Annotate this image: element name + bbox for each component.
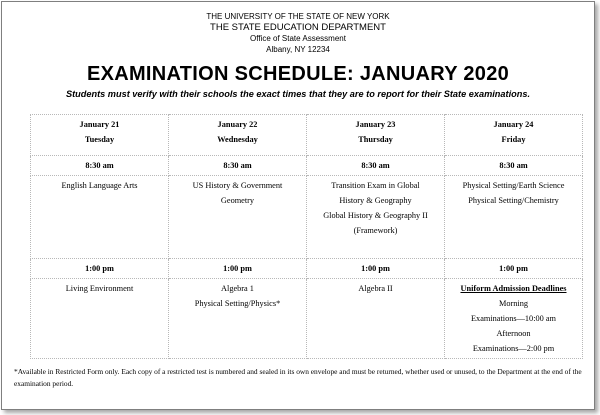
exam-name: US History & Government: [192, 181, 283, 190]
afternoon-exams-cell: [31, 279, 169, 359]
morning-time: 8:30 am: [31, 156, 169, 176]
afternoon-exams-cell: [307, 279, 445, 359]
morning-exams-cell: [445, 176, 583, 259]
deadline-text: Afternoon: [496, 329, 531, 338]
morning-time-row: [31, 156, 583, 176]
footnote: *Available in Restricted Form only. Each copy of a restricted test is numbered and sealed in its own envelope and must be returned, whether used or unused, to the Department at the end of the examination period.: [14, 367, 582, 388]
day-header: [169, 115, 307, 156]
afternoon-exams-cell: [169, 279, 307, 359]
address: Albany, NY 12234: [266, 45, 330, 54]
afternoon-exams-cell: [445, 279, 583, 359]
day-date: January 24: [493, 120, 534, 129]
exam-name: Geometry: [220, 196, 255, 205]
uniform-admission-heading: Uniform Admission Deadlines: [460, 284, 567, 293]
afternoon-time: 1:00 pm: [307, 259, 445, 279]
day-date: January 22: [217, 120, 258, 129]
day-weekday: Tuesday: [84, 135, 115, 144]
morning-time: 8:30 am: [445, 156, 583, 176]
day-header: [445, 115, 583, 156]
exam-name: Living Environment: [65, 284, 134, 293]
morning-time: 8:30 am: [169, 156, 307, 176]
deadline-text: Examinations—2:00 pm: [472, 344, 555, 353]
morning-time: 8:30 am: [307, 156, 445, 176]
day-date: January 23: [355, 120, 396, 129]
morning-exams-cell: [169, 176, 307, 259]
day-weekday: Wednesday: [217, 135, 258, 144]
university-name: THE UNIVERSITY OF THE STATE OF NEW YORK: [206, 12, 390, 21]
exam-name: History & Geography: [339, 196, 412, 205]
page-subtitle: Students must verify with their schools the exact times that they are to report for their State examinations.: [65, 89, 531, 99]
day-header-row: [31, 115, 583, 156]
afternoon-time-row: [31, 259, 583, 279]
afternoon-exams-row: [31, 279, 583, 359]
exam-name: (Framework): [353, 226, 398, 235]
day-date: January 21: [79, 120, 120, 129]
deadline-text: Examinations—10:00 am: [470, 314, 557, 323]
exam-name: Physical Setting/Earth Science: [462, 181, 565, 190]
afternoon-time: 1:00 pm: [169, 259, 307, 279]
exam-name: Physical Setting/Physics*: [194, 299, 281, 308]
schedule-table: [30, 114, 583, 359]
day-weekday: Thursday: [358, 135, 393, 144]
document-header: [2, 11, 594, 55]
exam-name: Physical Setting/Chemistry: [468, 196, 559, 205]
afternoon-time: 1:00 pm: [31, 259, 169, 279]
exam-name: Transition Exam in Global: [331, 181, 420, 190]
page-title: EXAMINATION SCHEDULE: JANUARY 2020: [86, 63, 510, 85]
morning-exams-row: [31, 176, 583, 259]
day-header: [31, 115, 169, 156]
exam-name: Algebra II: [358, 284, 393, 293]
office-name: Office of State Assessment: [250, 34, 346, 43]
deadline-text: Morning: [498, 299, 529, 308]
morning-exams-cell: [307, 176, 445, 259]
exam-name: Algebra 1: [221, 284, 254, 293]
exam-name: English Language Arts: [61, 181, 138, 190]
department-name: THE STATE EDUCATION DEPARTMENT: [210, 22, 386, 33]
day-weekday: Friday: [501, 135, 526, 144]
exam-name: Global History & Geography II: [323, 211, 428, 220]
afternoon-time: 1:00 pm: [445, 259, 583, 279]
day-header: [307, 115, 445, 156]
morning-exams-cell: [31, 176, 169, 259]
